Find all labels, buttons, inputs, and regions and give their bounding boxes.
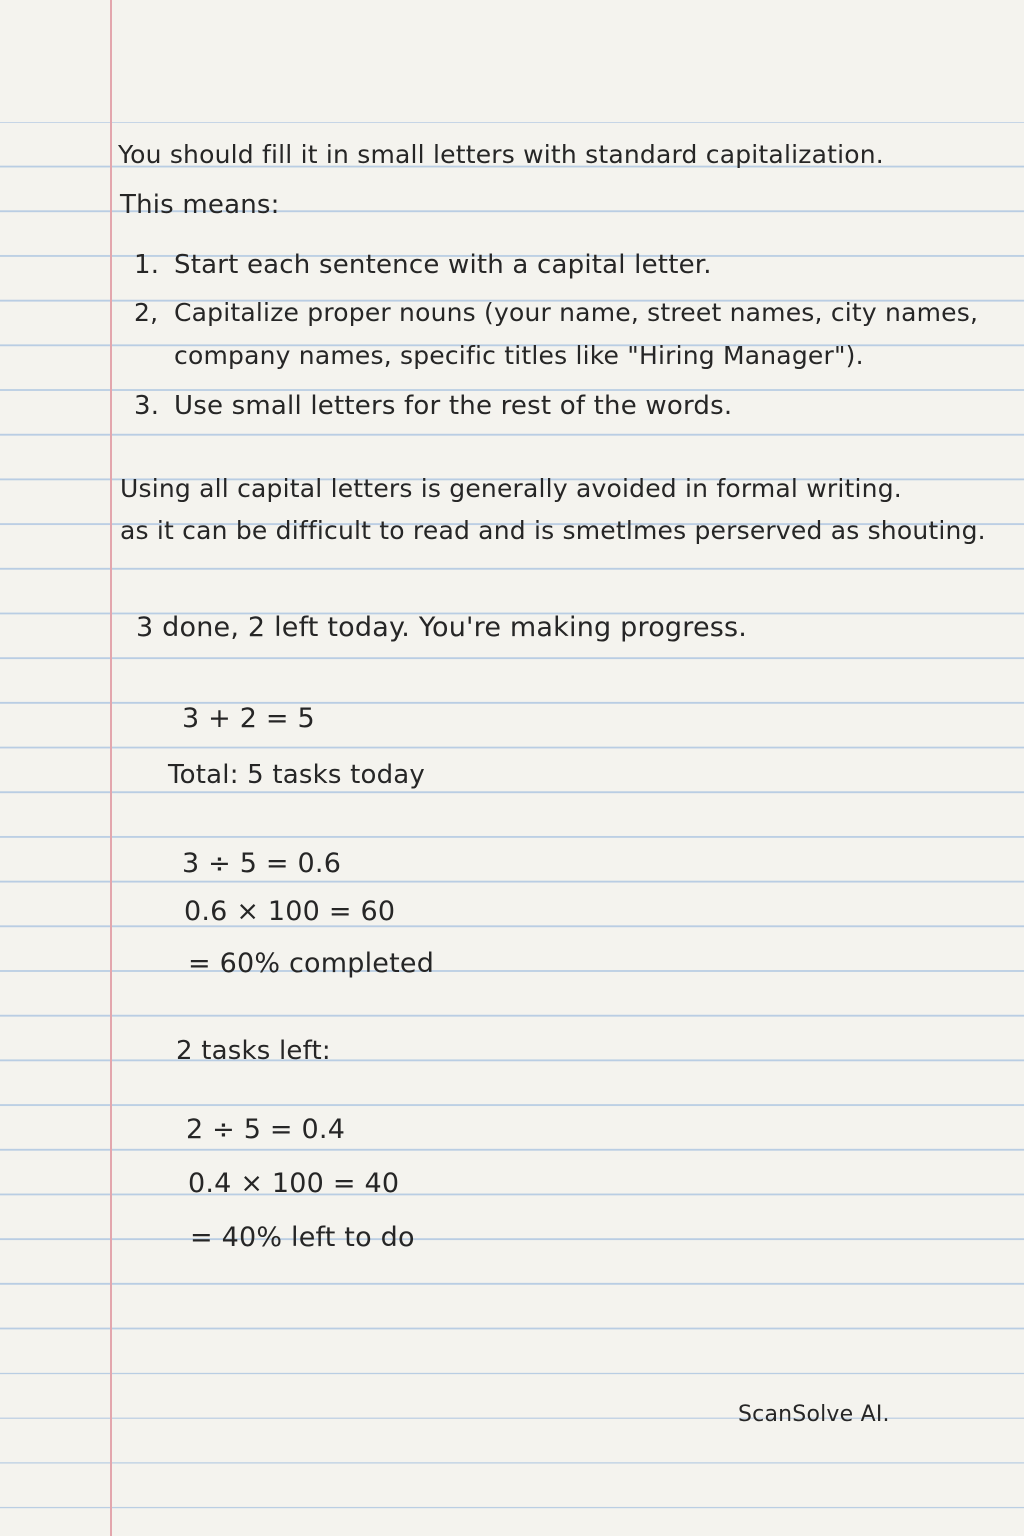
rule-item-2-continuation: company names, specific titles like "Hiring Manager"). <box>174 341 864 370</box>
rule-item-1 <box>134 250 712 280</box>
rule-text: Use small letters for the rest of the words. <box>174 391 733 421</box>
caps-note-line-1: Using all capital letters is generally avoided in formal writing. <box>120 474 902 503</box>
intro-line-2: This means: <box>120 190 280 220</box>
sum-equation: 3 + 2 = 5 <box>182 703 315 734</box>
intro-line-1: You should fill it in small letters with standard capitalization. <box>118 140 884 169</box>
rule-text: Capitalize proper nouns (your name, street names, city names, <box>174 298 979 327</box>
completed-multiplication: 0.6 × 100 = 60 <box>184 896 396 927</box>
margin-line <box>110 0 112 1536</box>
completed-result: = 60% completed <box>188 948 435 979</box>
signature: ScanSolve AI. <box>738 1402 890 1427</box>
left-division: 2 ÷ 5 = 0.4 <box>186 1114 346 1145</box>
left-result: = 40% left to do <box>190 1222 415 1253</box>
rule-number: 3. <box>134 391 160 421</box>
left-multiplication: 0.4 × 100 = 40 <box>188 1168 400 1199</box>
completed-division: 3 ÷ 5 = 0.6 <box>182 848 342 879</box>
rule-number: 2, <box>134 298 159 327</box>
rule-text: Start each sentence with a capital letter. <box>174 250 712 280</box>
total-tasks: Total: 5 tasks today <box>168 760 426 790</box>
progress-summary: 3 done, 2 left today. You're making progress. <box>136 612 748 643</box>
rule-item-2 <box>134 298 978 327</box>
rule-item-3 <box>134 391 732 421</box>
rule-number: 1. <box>134 250 160 280</box>
tasks-left-heading: 2 tasks left: <box>176 1036 331 1066</box>
caps-note-line-2: as it can be difficult to read and is smetlmes perserved as shouting. <box>120 516 986 545</box>
